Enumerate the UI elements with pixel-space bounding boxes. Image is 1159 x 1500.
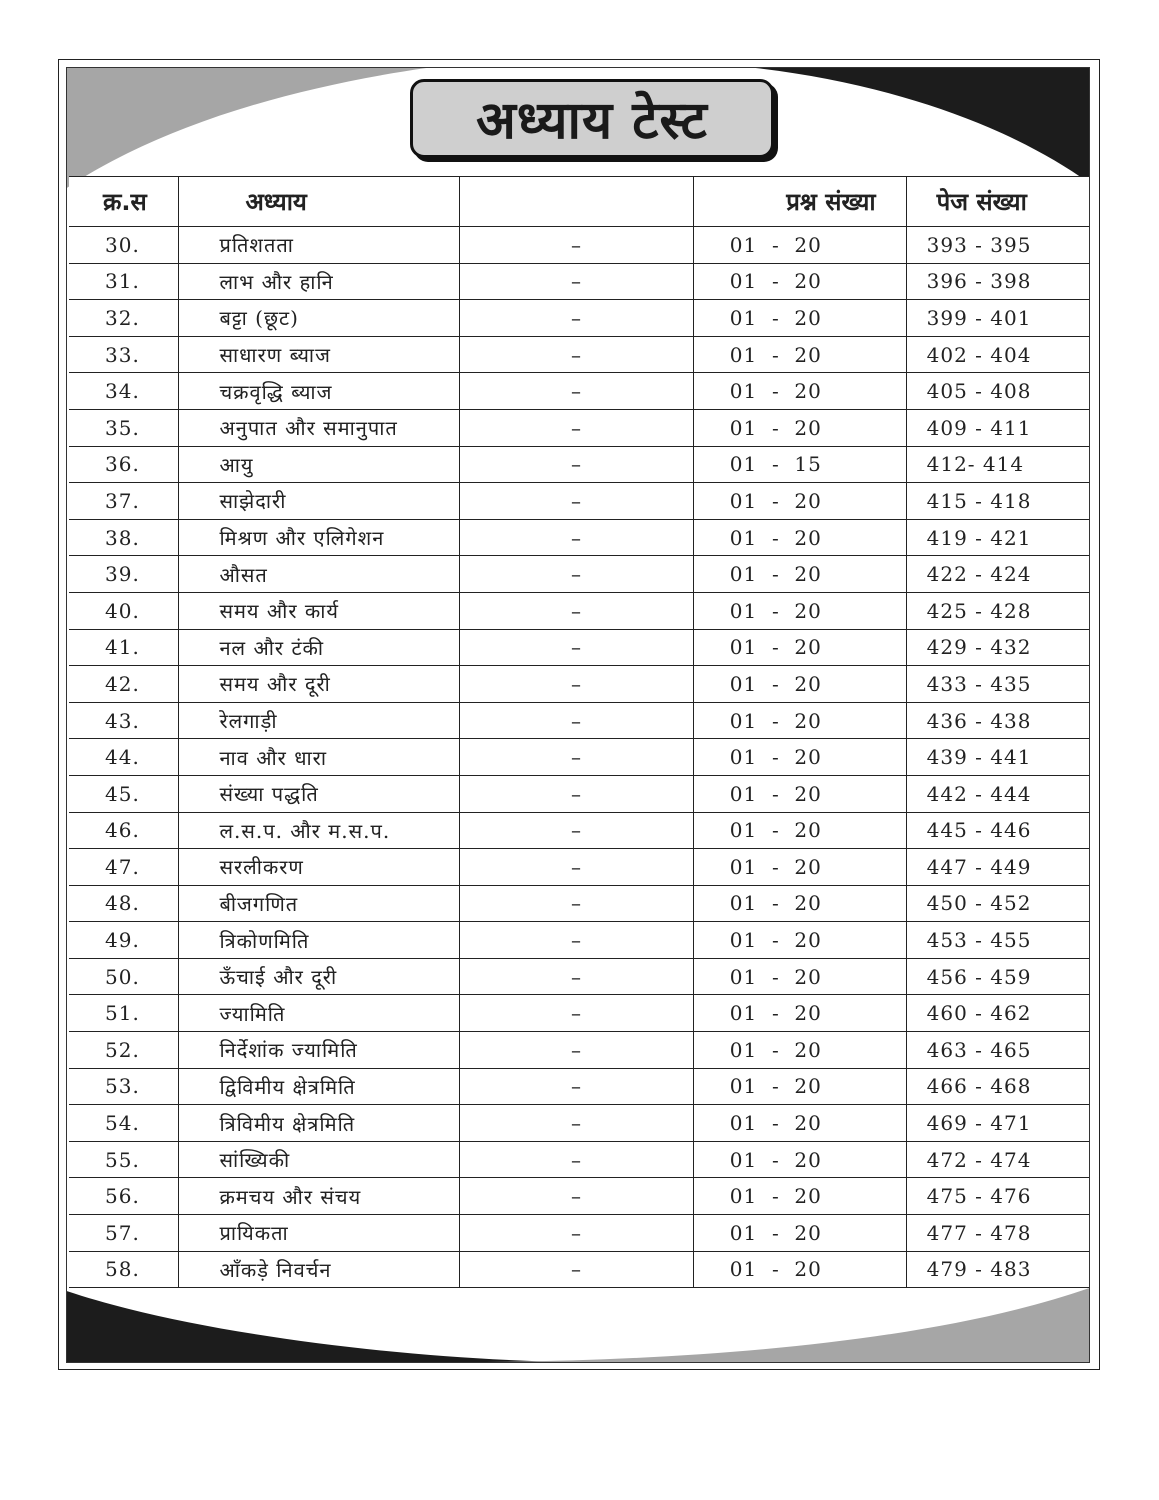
row-chapter: प्रायिकता bbox=[179, 1215, 460, 1252]
table-row bbox=[69, 812, 1089, 849]
table-row bbox=[69, 1105, 1089, 1142]
row-questions: 01 - 20 bbox=[693, 373, 906, 410]
row-serial: 56. bbox=[69, 1178, 179, 1215]
row-pages: 469 - 471 bbox=[906, 1105, 1089, 1142]
row-pages: 442 - 444 bbox=[906, 775, 1089, 812]
table-row bbox=[69, 922, 1089, 959]
row-pages: 422 - 424 bbox=[906, 556, 1089, 593]
table-row bbox=[69, 446, 1089, 483]
row-serial: 33. bbox=[69, 336, 179, 373]
table-row bbox=[69, 1141, 1089, 1178]
row-questions: 01 - 20 bbox=[693, 739, 906, 776]
row-chapter: लाभ और हानि bbox=[179, 263, 460, 300]
row-pages: 415 - 418 bbox=[906, 483, 1089, 520]
table-header-row bbox=[69, 177, 1089, 227]
row-questions: 01 - 20 bbox=[693, 922, 906, 959]
row-dash: – bbox=[460, 739, 694, 776]
header-pages: पेज संख्या bbox=[906, 177, 1089, 227]
row-dash: – bbox=[460, 556, 694, 593]
row-dash: – bbox=[460, 922, 694, 959]
row-chapter: ज्यामिति bbox=[179, 995, 460, 1032]
row-pages: 453 - 455 bbox=[906, 922, 1089, 959]
row-serial: 50. bbox=[69, 958, 179, 995]
row-serial: 31. bbox=[69, 263, 179, 300]
row-dash: – bbox=[460, 336, 694, 373]
title-box bbox=[410, 79, 774, 158]
row-dash: – bbox=[460, 446, 694, 483]
row-pages: 439 - 441 bbox=[906, 739, 1089, 776]
header-questions: प्रश्न संख्या bbox=[693, 177, 906, 227]
row-chapter: समय और दूरी bbox=[179, 666, 460, 703]
table-row bbox=[69, 519, 1089, 556]
row-chapter: सांख्यिकी bbox=[179, 1141, 460, 1178]
table-row bbox=[69, 409, 1089, 446]
row-serial: 37. bbox=[69, 483, 179, 520]
row-chapter: प्रतिशतता bbox=[179, 227, 460, 264]
table-row bbox=[69, 592, 1089, 629]
row-questions: 01 - 20 bbox=[693, 1251, 906, 1288]
row-serial: 53. bbox=[69, 1068, 179, 1105]
row-pages: 460 - 462 bbox=[906, 995, 1089, 1032]
table-row bbox=[69, 629, 1089, 666]
row-chapter: बट्टा (छूट) bbox=[179, 300, 460, 337]
row-pages: 450 - 452 bbox=[906, 885, 1089, 922]
row-pages: 433 - 435 bbox=[906, 666, 1089, 703]
row-serial: 46. bbox=[69, 812, 179, 849]
row-dash: – bbox=[460, 483, 694, 520]
row-questions: 01 - 20 bbox=[693, 958, 906, 995]
row-chapter: अनुपात और समानुपात bbox=[179, 409, 460, 446]
row-chapter: साझेदारी bbox=[179, 483, 460, 520]
row-questions: 01 - 20 bbox=[693, 483, 906, 520]
row-chapter: क्रमचय और संचय bbox=[179, 1178, 460, 1215]
row-questions: 01 - 20 bbox=[693, 849, 906, 886]
row-dash: – bbox=[460, 775, 694, 812]
row-serial: 58. bbox=[69, 1251, 179, 1288]
row-serial: 57. bbox=[69, 1215, 179, 1252]
row-pages: 419 - 421 bbox=[906, 519, 1089, 556]
row-questions: 01 - 15 bbox=[693, 446, 906, 483]
row-chapter: द्विविमीय क्षेत्रमिति bbox=[179, 1068, 460, 1105]
row-chapter: आयु bbox=[179, 446, 460, 483]
table-row bbox=[69, 849, 1089, 886]
table-row bbox=[69, 483, 1089, 520]
row-dash: – bbox=[460, 1251, 694, 1288]
row-pages: 447 - 449 bbox=[906, 849, 1089, 886]
row-serial: 36. bbox=[69, 446, 179, 483]
row-chapter: त्रिविमीय क्षेत्रमिति bbox=[179, 1105, 460, 1142]
row-questions: 01 - 20 bbox=[693, 629, 906, 666]
row-pages: 456 - 459 bbox=[906, 958, 1089, 995]
table-row bbox=[69, 958, 1089, 995]
row-dash: – bbox=[460, 300, 694, 337]
row-chapter: निर्देशांक ज्यामिति bbox=[179, 1032, 460, 1069]
table-row bbox=[69, 1032, 1089, 1069]
row-dash: – bbox=[460, 702, 694, 739]
row-serial: 51. bbox=[69, 995, 179, 1032]
row-pages: 405 - 408 bbox=[906, 373, 1089, 410]
row-dash: – bbox=[460, 1032, 694, 1069]
row-serial: 45. bbox=[69, 775, 179, 812]
table-row bbox=[69, 556, 1089, 593]
row-serial: 40. bbox=[69, 592, 179, 629]
page-title: अध्याय टेस्ट bbox=[476, 90, 708, 151]
row-serial: 48. bbox=[69, 885, 179, 922]
row-chapter: औसत bbox=[179, 556, 460, 593]
row-chapter: संख्या पद्धति bbox=[179, 775, 460, 812]
row-questions: 01 - 20 bbox=[693, 1178, 906, 1215]
row-dash: – bbox=[460, 1105, 694, 1142]
row-questions: 01 - 20 bbox=[693, 885, 906, 922]
row-pages: 396 - 398 bbox=[906, 263, 1089, 300]
row-chapter: त्रिकोणमिति bbox=[179, 922, 460, 959]
row-questions: 01 - 20 bbox=[693, 702, 906, 739]
row-serial: 52. bbox=[69, 1032, 179, 1069]
row-dash: – bbox=[460, 1141, 694, 1178]
header-blank bbox=[460, 177, 694, 227]
row-serial: 38. bbox=[69, 519, 179, 556]
row-dash: – bbox=[460, 812, 694, 849]
table-row bbox=[69, 227, 1089, 264]
table-row bbox=[69, 1178, 1089, 1215]
row-serial: 43. bbox=[69, 702, 179, 739]
table-row bbox=[69, 666, 1089, 703]
row-serial: 47. bbox=[69, 849, 179, 886]
row-pages: 429 - 432 bbox=[906, 629, 1089, 666]
row-dash: – bbox=[460, 666, 694, 703]
row-chapter: मिश्रण और एलिगेशन bbox=[179, 519, 460, 556]
row-questions: 01 - 20 bbox=[693, 1141, 906, 1178]
row-chapter: साधारण ब्याज bbox=[179, 336, 460, 373]
table-row bbox=[69, 263, 1089, 300]
row-chapter: ऊँचाई और दूरी bbox=[179, 958, 460, 995]
row-dash: – bbox=[460, 995, 694, 1032]
table-row bbox=[69, 1068, 1089, 1105]
row-serial: 30. bbox=[69, 227, 179, 264]
row-pages: 475 - 476 bbox=[906, 1178, 1089, 1215]
row-chapter: समय और कार्य bbox=[179, 592, 460, 629]
row-chapter: नाव और धारा bbox=[179, 739, 460, 776]
row-questions: 01 - 20 bbox=[693, 409, 906, 446]
row-pages: 436 - 438 bbox=[906, 702, 1089, 739]
row-pages: 466 - 468 bbox=[906, 1068, 1089, 1105]
row-questions: 01 - 20 bbox=[693, 1068, 906, 1105]
row-dash: – bbox=[460, 519, 694, 556]
row-serial: 55. bbox=[69, 1141, 179, 1178]
table-body bbox=[69, 227, 1089, 1288]
table-row bbox=[69, 885, 1089, 922]
row-pages: 409 - 411 bbox=[906, 409, 1089, 446]
row-pages: 412- 414 bbox=[906, 446, 1089, 483]
row-questions: 01 - 20 bbox=[693, 263, 906, 300]
table-row bbox=[69, 1251, 1089, 1288]
table-row bbox=[69, 995, 1089, 1032]
row-questions: 01 - 20 bbox=[693, 519, 906, 556]
row-questions: 01 - 20 bbox=[693, 300, 906, 337]
row-serial: 49. bbox=[69, 922, 179, 959]
row-pages: 463 - 465 bbox=[906, 1032, 1089, 1069]
row-dash: – bbox=[460, 592, 694, 629]
row-chapter: ल.स.प. और म.स.प. bbox=[179, 812, 460, 849]
header-serial: क्र.स bbox=[69, 177, 179, 227]
row-dash: – bbox=[460, 958, 694, 995]
row-pages: 393 - 395 bbox=[906, 227, 1089, 264]
row-pages: 399 - 401 bbox=[906, 300, 1089, 337]
row-questions: 01 - 20 bbox=[693, 1105, 906, 1142]
row-pages: 425 - 428 bbox=[906, 592, 1089, 629]
row-chapter: सरलीकरण bbox=[179, 849, 460, 886]
row-questions: 01 - 20 bbox=[693, 592, 906, 629]
row-questions: 01 - 20 bbox=[693, 1215, 906, 1252]
row-chapter: बीजगणित bbox=[179, 885, 460, 922]
row-pages: 472 - 474 bbox=[906, 1141, 1089, 1178]
row-serial: 44. bbox=[69, 739, 179, 776]
row-questions: 01 - 20 bbox=[693, 812, 906, 849]
table-row bbox=[69, 300, 1089, 337]
table-row bbox=[69, 775, 1089, 812]
row-pages: 402 - 404 bbox=[906, 336, 1089, 373]
row-chapter: नल और टंकी bbox=[179, 629, 460, 666]
row-questions: 01 - 20 bbox=[693, 995, 906, 1032]
table-row bbox=[69, 702, 1089, 739]
header-chapter: अध्याय bbox=[179, 177, 460, 227]
row-dash: – bbox=[460, 409, 694, 446]
row-questions: 01 - 20 bbox=[693, 1032, 906, 1069]
row-serial: 35. bbox=[69, 409, 179, 446]
row-questions: 01 - 20 bbox=[693, 666, 906, 703]
table-row bbox=[69, 739, 1089, 776]
row-serial: 32. bbox=[69, 300, 179, 337]
row-serial: 54. bbox=[69, 1105, 179, 1142]
row-dash: – bbox=[460, 1178, 694, 1215]
row-questions: 01 - 20 bbox=[693, 556, 906, 593]
row-dash: – bbox=[460, 1068, 694, 1105]
table-row bbox=[69, 1215, 1089, 1252]
row-dash: – bbox=[460, 373, 694, 410]
row-chapter: रेलगाड़ी bbox=[179, 702, 460, 739]
row-pages: 477 - 478 bbox=[906, 1215, 1089, 1252]
row-dash: – bbox=[460, 263, 694, 300]
page-panel bbox=[66, 67, 1090, 1363]
row-serial: 41. bbox=[69, 629, 179, 666]
row-serial: 39. bbox=[69, 556, 179, 593]
row-pages: 479 - 483 bbox=[906, 1251, 1089, 1288]
row-pages: 445 - 446 bbox=[906, 812, 1089, 849]
table-row bbox=[69, 336, 1089, 373]
row-questions: 01 - 20 bbox=[693, 775, 906, 812]
row-dash: – bbox=[460, 849, 694, 886]
row-dash: – bbox=[460, 629, 694, 666]
row-dash: – bbox=[460, 885, 694, 922]
row-chapter: आँकड़े निवर्चन bbox=[179, 1251, 460, 1288]
row-dash: – bbox=[460, 1215, 694, 1252]
table-row bbox=[69, 373, 1089, 410]
row-serial: 42. bbox=[69, 666, 179, 703]
row-dash: – bbox=[460, 227, 694, 264]
row-questions: 01 - 20 bbox=[693, 336, 906, 373]
row-questions: 01 - 20 bbox=[693, 227, 906, 264]
chapter-test-table bbox=[69, 176, 1089, 1288]
row-chapter: चक्रवृद्धि ब्याज bbox=[179, 373, 460, 410]
row-serial: 34. bbox=[69, 373, 179, 410]
